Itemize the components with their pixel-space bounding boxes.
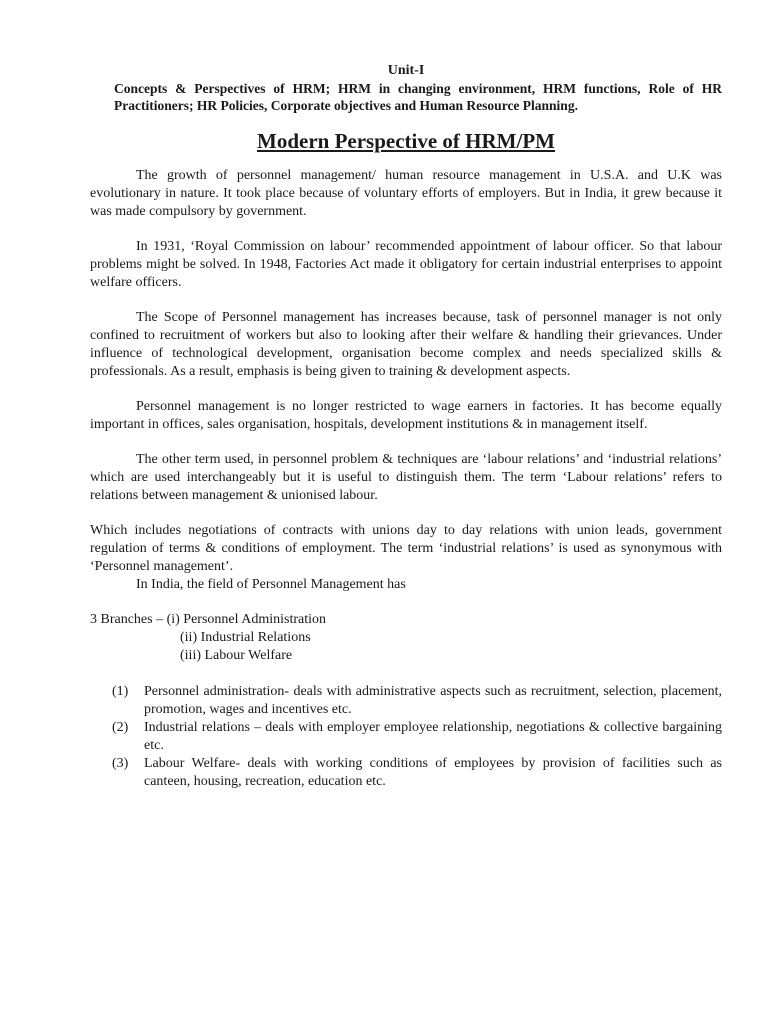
branches-list [90,611,722,665]
branch-details-list [90,683,722,791]
paragraph: Personnel management is no longer restricted to wage earners in factories. It has become equally important in offices, sales organisation, hospitals, development institutions & in management itself. [90,399,722,432]
unit-title: Unit-I [387,63,425,78]
unit-topics: Concepts & Perspectives of HRM; HRM in changing environment, HRM functions, Role of HR Practitioners; HR Policies, Corporate objectives and Human Resource Planning. [114,81,722,113]
branch-item: (ii) Industrial Relations [180,630,311,645]
document-page [90,62,722,791]
list-number: (2) [112,720,129,735]
list-number: (3) [112,756,129,771]
branch-item: (iii) Labour Welfare [180,648,293,663]
paragraph: The growth of personnel management/ human resource management in U.S.A. and U.K was evolutionary in nature. It took place because of voluntary efforts of employers. But in India, it grew because it was made compulsory by government. [90,168,722,219]
list-item-text: Personnel administration- deals with administrative aspects such as recruitment, selection, placement, promotion, wages and incentives etc. [144,684,722,717]
paragraph: In 1931, ‘Royal Commission on labour’ recommended appointment of labour officer. So that labour problems might be solved. In 1948, Factories Act made it obligatory for certain industrial enterprises to appoint welfare officers. [90,239,722,290]
list-item [90,683,722,719]
paragraph: The Scope of Personnel management has increases because, task of personnel manager is not only confined to recruitment of workers but also to looking after their welfare & handling their grievances. Under influence of technological development, organisation become complex and needs specialized skills & professionals. As a result, emphasis is being given to training & development aspects. [90,310,722,379]
list-item [90,755,722,791]
section-heading: Modern Perspective of HRM/PM [257,129,555,153]
list-item-text: Labour Welfare- deals with working conditions of employees by provision of facilities such as canteen, housing, recreation, education etc. [144,756,722,789]
list-item [90,719,722,755]
paragraph: In India, the field of Personnel Management has [136,577,406,592]
list-item-text: Industrial relations – deals with employer employee relationship, negotiations & collective bargaining etc. [144,720,722,753]
list-number: (1) [112,684,129,699]
paragraph: The other term used, in personnel problem & techniques are ‘labour relations’ and ‘industrial relations’ which are used interchangeably but it is useful to distinguish them. The term ‘Labour relations’ refers to relations between management & unionised labour. [90,452,722,503]
paragraph: Which includes negotiations of contracts with unions day to day relations with union leads, government regulation of terms & conditions of employment. The term ‘industrial relations’ is used as synonymous with ‘Personnel management’. [90,523,722,574]
branch-item: 3 Branches – (i) Personnel Administration [90,612,327,627]
